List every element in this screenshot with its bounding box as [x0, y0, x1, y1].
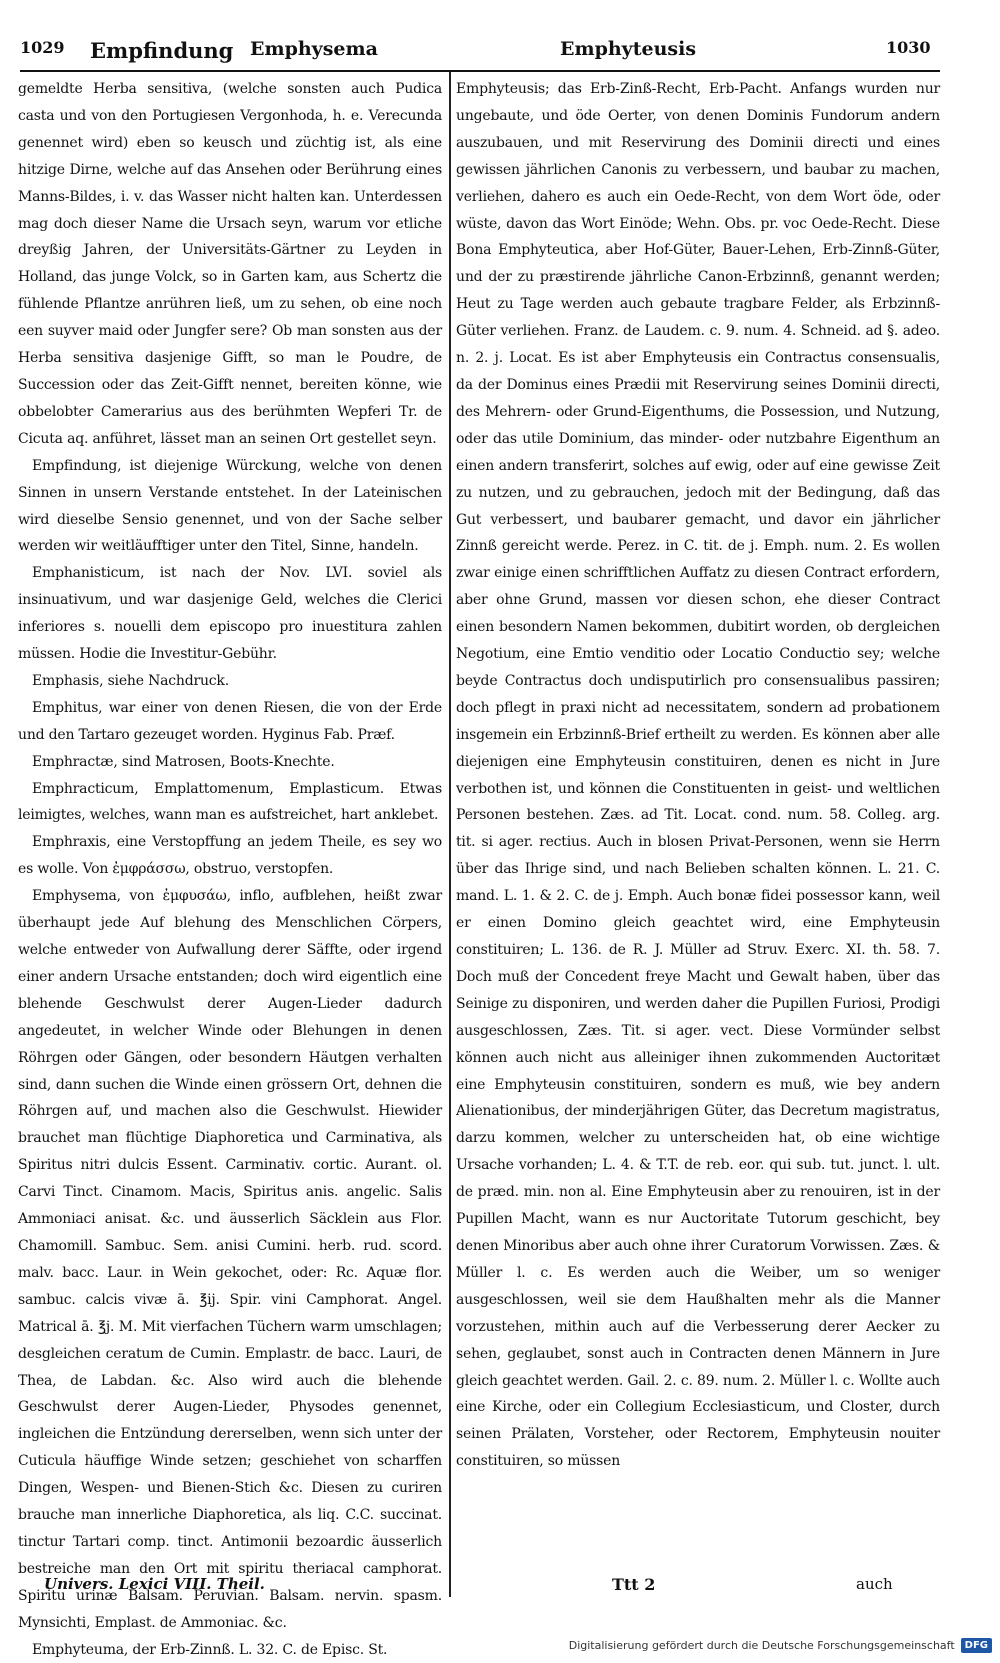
entry-emphasis: Emphasis, siehe Nachdruck. — [32, 672, 229, 689]
dfg-logo: DFG — [961, 1638, 992, 1653]
signature-mark: Ttt 2 — [612, 1575, 656, 1594]
right-column — [456, 76, 940, 1581]
entry-emphysema: Emphysema, von ἐμφυσάω, inflo, aufblehen, heißt zwar überhaupt jede Auf blehung des Menschlichen Cörpers, welche entweder von Aufwallung derer Säffte, oder irgend einer andern Ursache entstanden; doch wird eigentlich eine blehende Geschwulst derer Augen-Lieder dadurch angedeutet, in welcher Winde oder Blehungen in denen Röhrgen oder Gängen, oder besondern Häutgen verhalten sind, dann suchen die Winde einen grössern Ort, dehnen die Röhrgen auf, und machen also die Geschwulst. Hiewider brauchet man flüchtige Diaphoretica und Carminativa, als Spiritus nitri dulcis Essent. Carminativ. cortic. Aurant. ol. Carvi Tinct. Cinamom. Macis, Spiritus anis. angelic. Salis Ammoniaci anisat. &c. und äusserlich Säcklein aus Flor. Chamomill. Sambuc. Sem. anisi Cumini. herb. rud. scord. malv. bacc. Laur. in Wein gekochet, oder: Rc. Aquæ flor. sambuc. calcis vivæ ā. ℥ij. Spir. vini Camphorat. Angel. Matrical ā. ℥j. M. Mit vierfachen Tüchern warm umschlagen; desgleichen ceratum de Cumin. Emplastr. de bacc. Lauri, de Thea, de Labdan. &c. Also wird auch die blehende Geschwulst derer Augen-Lieder, Physodes genennet, ingleichen die Entzündung dererselben, wenn sich unter der Cuticula häuffige Winde setzen; geschiehet von scharffen Dingen, Wespen- und Bienen-Stich &c. Diesen zu curiren brauche man innerliche Diaphoretica, als liq. C.C. succinat. tinctur Tartari comp. tinct. Antimonii bezoardic äusserlich bestreiche man den Ort mit spiritu theriacal camphorat. Spiritu urinæ Balsam. Peruvian. Balsam. nervin. spasm. Mynsichti, Emplast. de Ammoniac. &c. — [18, 888, 442, 1631]
page-number-left: 1029 — [20, 38, 65, 57]
header-word-2: Emphysema — [250, 38, 378, 60]
catchword: auch — [856, 1575, 893, 1593]
header-rule — [20, 70, 940, 72]
entry-emphyteuma: Emphyteuma, der Erb-Zinnß. L. 32. C. de Episc. St. — [32, 1641, 388, 1658]
paragraph: gemeldte Herba sensitiva, (welche sonsten auch Pudica casta und von den Portugiesen Vergonhoda, h. e. Verecunda genennet wird) eben so keusch und züchtig ist, als eine hitzige Dirne, welche auf das Ansehen oder Berührung eines Manns-Bildes, i. v. das Wasser nicht halten kan. Unterdessen mag doch dieser Name die Ursach seyn, warum vor etliche dreyßig Jahren, der Universitäts-Gärtner zu Leyden in Holland, das junge Volck, so in Garten kam, aus Schertz die fühlende Pflantze anrühren ließ, um zu sehen, ob eine noch een suyver maid oder Jungfer sere? Ob man sonsten aus der Herba sensitiva dasjenige Gifft, so man le Poudre, de Succession oder das Zeit-Gifft nennet, bereiten könne, wie obbelobter Camerarius aus des berühmten Wepferi Tr. de Cicuta aq. anführet, lässet man an seinen Ort gestellet seyn. — [18, 81, 442, 447]
volume-line: Univers. Lexici VIII. Theil. — [44, 1575, 265, 1593]
entry-emphractae: Emphractæ, sind Matrosen, Boots-Knechte. — [32, 753, 335, 770]
entry-emphitus: Emphitus, war einer von denen Riesen, die von der Erde und den Tartaro gezeuget worden. Hyginus Fab. Præf. — [18, 699, 442, 743]
entry-empfindung: Empfindung, ist diejenige Würckung, welche von denen Sinnen in unsern Verstande entstehet. In der Lateinischen wird dieselbe Sensio genennet, und von der Sache selber werden wir weitläufftiger unter den Titel, Sinne, handeln. — [18, 457, 442, 555]
credit-text: Digitalisierung gefördert durch die Deutsche Forschungsgemeinschaft — [568, 1638, 955, 1652]
header-word-3: Emphyteusis — [560, 38, 697, 60]
page-number-right: 1030 — [886, 38, 931, 57]
digitization-credit — [569, 1634, 992, 1656]
entry-emphracticum: Emphracticum, Emplattomenum, Emplasticum. Etwas leimigtes, welches, wann man es aufstreichet, hart anklebet. — [18, 780, 442, 824]
column-divider — [449, 72, 451, 1597]
entry-emphanisticum: Emphanisticum, ist nach der Nov. LVI. soviel als insinuativum, und war dasjenige Geld, welches die Clerici inferiores s. nouelli dem episcopo pro inuestitura zahlen müssen. Hodie die Investitur-Gebühr. — [18, 565, 442, 663]
entry-emphyteusis: Emphyteusis; das Erb-Zinß-Recht, Erb-Pacht. Anfangs wurden nur ungebaute, und öde Oerter, von denen Dominis Fundorum andern auszubauen, und mit Reservirung des Dominii directi und eines gewissen jährlichen Canonis zu verbessern, und baubar zu machen, verliehen, dahero es auch ein Oede-Recht, von dem Wort öde, oder wüste, davon das Wort Einöde; Wehn. Obs. pr. voc Oede-Recht. Diese Bona Emphyteutica, aber Hof-Güter, Bauer-Lehen, Erb-Zinnß-Güter, und der zu præstirende jährliche Canon-Erbzinnß, genannt werden; Heut zu Tage werden auch gebaute tragbare Felder, als Erbzinnß-Güter verliehen. Franz. de Laudem. c. 9. num. 4. Schneid. ad §. adeo. n. 2. j. Locat. Es ist aber Emphyteusis ein Contractus consensualis, da der Dominus eines Prædii mit Reservirung seines Dominii directi, des Mehrern- oder Grund-Eigenthums, die Possession, und Nutzung, oder das utile Dominium, das minder- oder nutzbahre Eigenthum an einen andern transferirt, solches auf ewig, oder auf eine gewisse Zeit zu nutzen, und zu gebrauchen, jedoch mit der Bedingung, daß das Gut verbessert, und baubarer gemacht, und davor ein jährlicher Zinnß gereicht werde. Perez. in C. tit. de j. Emph. num. 2. Es wollen zwar einige einen schrifftlichen Auffatz zu diesen Contract erfordern, aber ohne Grund, massen vor diesen schon, ehe dieser Contract einen besondern Namen bekommen, dubitirt worden, ob dergleichen Negotium, eine Emtio venditio oder Locatio Conductio sey; welche beyde Contractus doch undisputirlich pro consensualibus passiren; doch pflegt in praxi nicht ad necessitatem, sondern ad probationem insgemein ein Erbzinnß-Brief ertheilt zu werden. Es können aber alle diejenigen eine Emphyteusin constituiren, denen es nicht in Jure verbothen ist, und können die Constituenten in geist- und weltlichen Personen bestehen. Zæs. ad Tit. Locat. cond. num. 58. Colleg. arg. tit. si ager. rectius. Auch in blosen Privat-Personen, wenn sie Herrn über das Ihrige sind, und nach Belieben schalten können. L. 21. C. mand. L. 1. & 2. C. de j. Emph. Auch bonæ fidei possessor kann, weil er einen Domino gleich geachtet wird, eine Emphyteusin constituiren; L. 136. de R. J. Müller ad Struv. Exerc. XI. th. 58. 7. Doch muß der Concedent freye Macht und Gewalt haben, über das Seinige zu disponiren, und werden daher die Pupillen Furiosi, Prodigi ausgeschlossen, Zæs. Tit. si ager. vect. Diese Vormünder selbst können auch nicht aus alleiniger ihnen zukommenden Auctoritæt eine Emphyteusin constituiren, sondern es muß, wie bey andern Alienationibus, der minderjährigen Güter, das Decretum magistratus, darzu kommen, welcher zu unterscheiden hat, ob eine wichtige Ursache vorhanden; L. 4. & T.T. de reb. eor. qui sub. tut. junct. l. ult. de præd. min. non al. Eine Emphyteusin aber zu renouiren, ist in der Pupillen Macht, wann es nur Auctoritate Tutorum geschicht, bey denen Minoribus aber auch ohne ihrer Curatorum Vorwissen. Zæs. & Müller l. c. Es werden auch die Weiber, um so weniger ausgeschlossen, weil sie dem Haußhalten mehr als die Manner vorzustehen, mithin auch auf die Verbesserung derer Aecker zu sehen, geglaubet, sonst auch in Contracten denen Männern in Jure gleich geachtet werden. Gail. 2. c. 89. num. 2. Müller l. c. Wollte auch eine Kirche, oder ein Collegium Ecclesiasticum, und Closter, durch seinen Prälaten, Vorsteher, oder Rectorem, Emphyteusin nouiter constituiren, so müssen — [456, 81, 940, 1470]
header-word-1: Empfindung — [90, 38, 234, 63]
entry-emphraxis: Emphraxis, eine Verstopffung an jedem Theile, es sey wo es wolle. Von ἐμφράσσω, obstruo, verstopfen. — [18, 834, 442, 878]
